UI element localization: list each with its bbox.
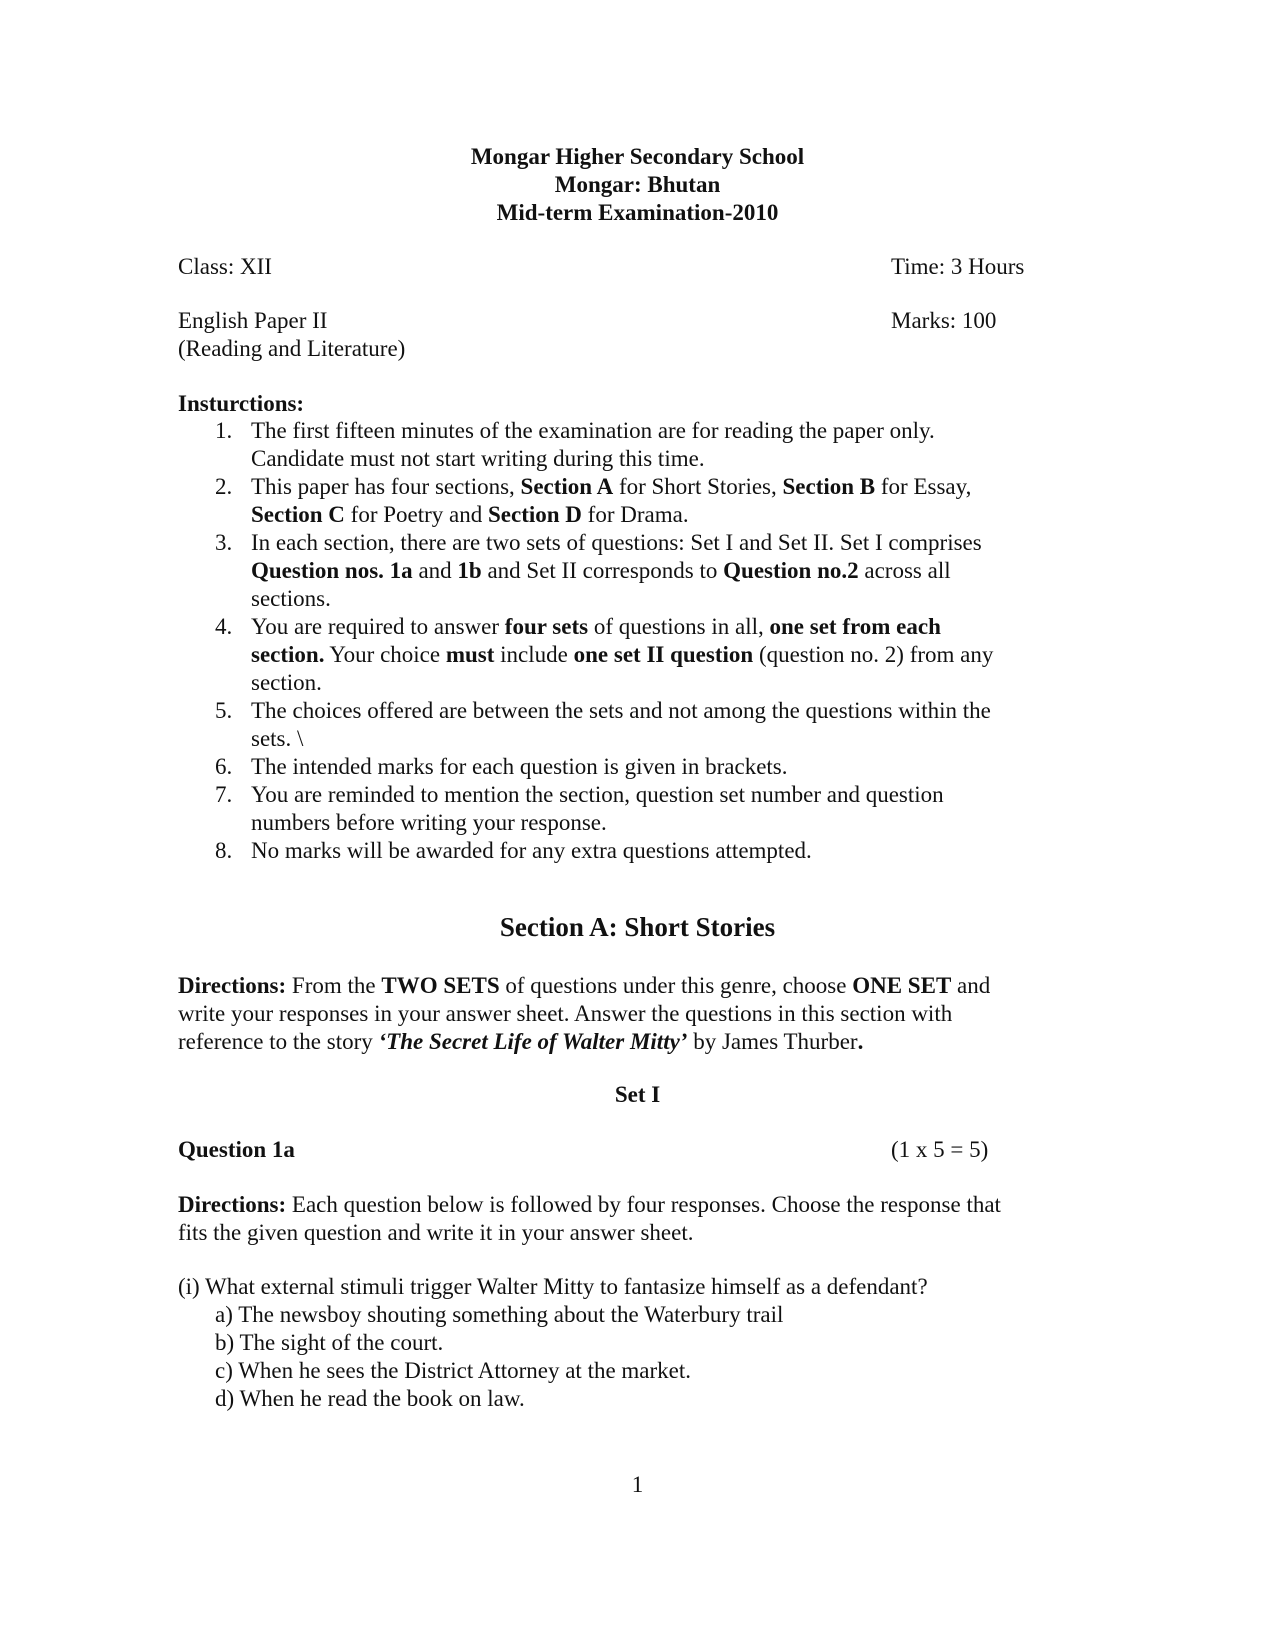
instruction-item: 5. The choices offered are between the sets and not among the questions within the sets. \	[215, 698, 991, 751]
exam-title: Mid-term Examination-2010	[496, 200, 779, 225]
instruction-item: 7. You are reminded to mention the section, question set number and question numbers before writing your response.	[215, 782, 944, 835]
school-location: Mongar: Bhutan	[554, 172, 721, 197]
section-a-directions: Directions: From the TWO SETS of questions under this genre, choose ONE SET and write your responses in your answer sheet. Answer the questions in this section with reference to the story ‘The Secret Life of Walter Mitty’ by James Thurber.	[178, 973, 991, 1054]
school-name: Mongar Higher Secondary School	[470, 144, 805, 169]
story-title: ‘The Secret Life of Walter Mitty’	[378, 1029, 688, 1054]
instruction-item: 4. You are required to answer four sets of questions in all, one set from each section. Your choice must include one set II question (question no. 2) from any section.	[215, 614, 994, 695]
instruction-item: 3. In each section, there are two sets of questions: Set I and Set II. Set I comprises Question nos. 1a and 1b and Set II corresponds to Question no.2 across all sections.	[215, 530, 982, 611]
mcq-question	[178, 1273, 928, 1413]
question-label: Question 1a	[178, 1137, 295, 1162]
option-a: a) The newsboy shouting something about the Waterbury trail	[215, 1302, 784, 1327]
option-d: d) When he read the book on law.	[215, 1386, 525, 1411]
instruction-item: 2. This paper has four sections, Section A for Short Stories, Section B for Essay, Section C for Poetry and Section D for Drama.	[215, 474, 972, 527]
instruction-item: 8. No marks will be awarded for any extra questions attempted.	[215, 838, 812, 863]
class-label: Class: XII	[178, 254, 272, 279]
section-a-title: Section A: Short Stories	[499, 912, 776, 942]
paper-subtitle: (Reading and Literature)	[178, 336, 406, 361]
page-number: 1	[631, 1472, 644, 1497]
instructions-list	[178, 417, 1078, 865]
marks-label: Marks: 100	[891, 308, 997, 333]
instructions-heading: Insturctions:	[178, 391, 305, 416]
paper-label: English Paper II	[178, 308, 328, 333]
instruction-item: 6. The intended marks for each question is given in brackets.	[215, 754, 788, 779]
option-c: c) When he sees the District Attorney at the market.	[215, 1358, 692, 1383]
question-text: (i) What external stimuli trigger Walter Mitty to fantasize himself as a defendant?	[178, 1274, 928, 1299]
option-b: b) The sight of the court.	[215, 1330, 444, 1355]
set-label: Set I	[614, 1082, 661, 1107]
time-label: Time: 3 Hours	[891, 254, 1025, 279]
question-marks: (1 x 5 = 5)	[891, 1137, 989, 1162]
instruction-item: 1. The first fifteen minutes of the examination are for reading the paper only. Candidate must not start writing during this time.	[215, 418, 935, 471]
question-directions: Directions: Each question below is followed by four responses. Choose the response that fits the given question and write it in your answer sheet.	[178, 1192, 1001, 1245]
